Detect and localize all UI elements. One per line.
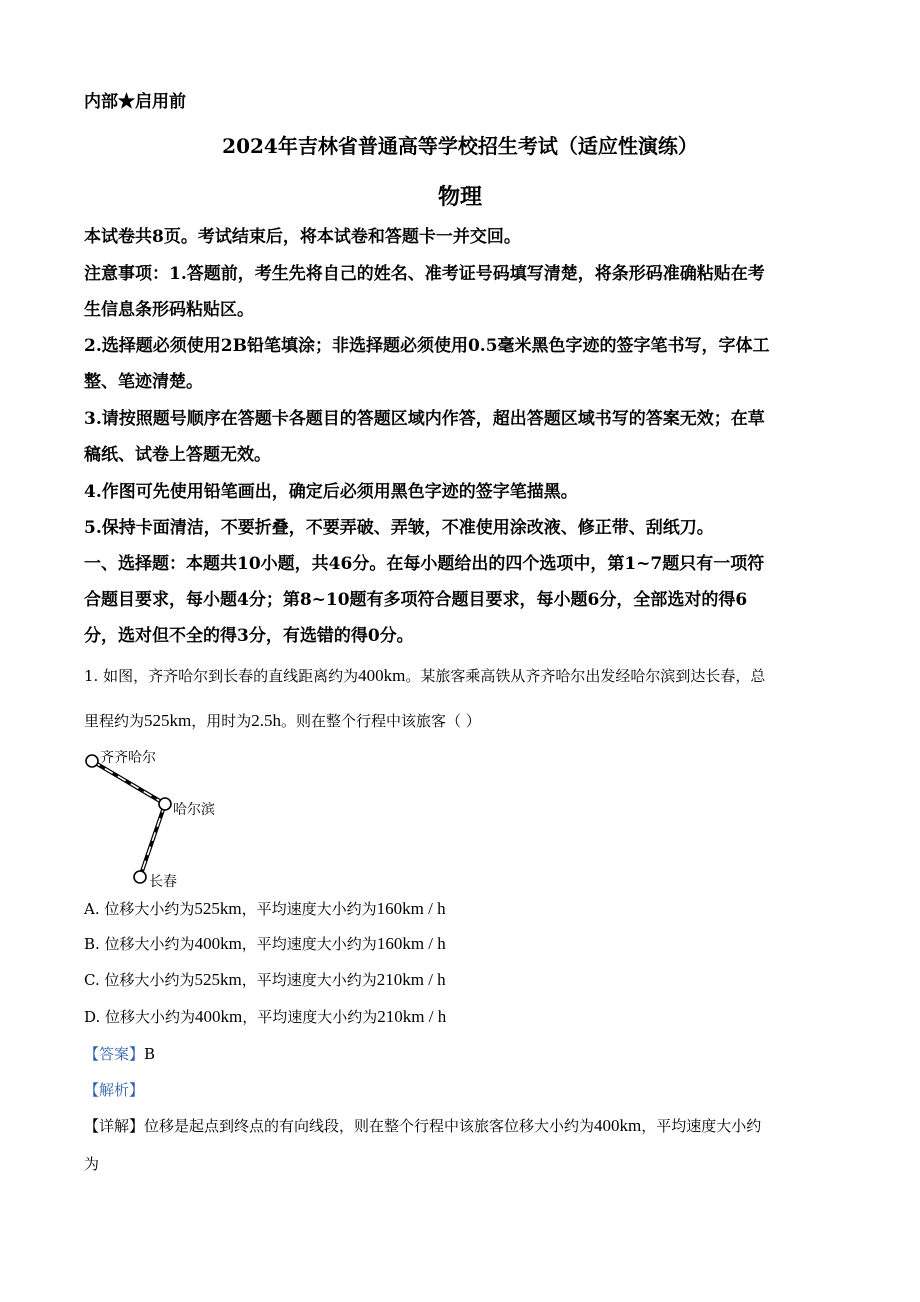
- instruction-3b: 稿纸、试卷上答题无效。: [84, 445, 271, 465]
- answer-line: 【答案】B: [84, 1045, 156, 1063]
- section-line-3: 分，选对但不全的得3分，有选错的得0分。: [84, 626, 414, 646]
- option-d: D. 位移大小约为400km，平均速度大小约为210km / h: [84, 1007, 447, 1026]
- detail-line-1: 【详解】位移是起点到终点的有向线段，则在整个行程中该旅客位移大小约为400km，平均速度大小约: [84, 1116, 762, 1135]
- rail-route-diagram: [80, 745, 240, 895]
- city-label-harbin: 哈尔滨: [173, 802, 215, 818]
- station-changchun: [134, 871, 146, 883]
- analysis-tag: 【解析】: [84, 1081, 145, 1099]
- rail-segment-1: [92, 761, 165, 804]
- station-harbin: [159, 798, 171, 810]
- section-line-1: 一、选择题：本题共10小题，共46分。在每小题给出的四个选项中，第1~7题只有一项符: [84, 554, 765, 574]
- instruction-2b: 整、笔迹清楚。: [84, 372, 203, 392]
- station-qiqihar: [86, 755, 98, 767]
- exam-title: 2024年吉林省普通高等学校招生考试（适应性演练）: [222, 134, 698, 158]
- section-line-2: 合题目要求，每小题4分；第8~10题有多项符合题目要求，每小题6分，全部选对的得6: [84, 590, 748, 610]
- instruction-1b: 生信息条形码粘贴区。: [84, 300, 254, 320]
- instruction-2a: 2.选择题必须使用2B铅笔填涂；非选择题必须使用0.5毫米黑色字迹的签字笔书写，字体工: [84, 336, 770, 356]
- option-c: C. 位移大小约为525km，平均速度大小约为210km / h: [84, 970, 446, 989]
- subject-title: 物理: [437, 184, 482, 210]
- city-label-qiqihar: 齐齐哈尔: [100, 750, 156, 766]
- detail-line-2: 为: [84, 1155, 100, 1173]
- instruction-5: 5.保持卡面清洁，不要折叠，不要弄破、弄皱，不准使用涂改液、修正带、刮纸刀。: [84, 518, 714, 538]
- instructions-intro: 本试卷共8页。考试结束后，将本试卷和答题卡一并交回。: [84, 227, 521, 247]
- confidential-note: 内部★启用前: [84, 92, 186, 112]
- option-b: B. 位移大小约为400km，平均速度大小约为160km / h: [84, 934, 446, 953]
- question-1-line-1: 1. 如图，齐齐哈尔到长春的直线距离约为400km。某旅客乘高铁从齐齐哈尔出发经哈尔滨到达长春，总: [84, 666, 766, 685]
- question-1-line-2: 里程约为525km，用时为2.5h。则在整个行程中该旅客（ ）: [84, 711, 481, 730]
- instruction-1a: 注意事项：1.答题前，考生先将自己的姓名、准考证号码填写清楚，将条形码准确粘贴在考: [84, 264, 765, 284]
- instruction-3a: 3.请按照题号顺序在答题卡各题目的答题区域内作答，超出答题区域书写的答案无效；在草: [84, 409, 765, 429]
- option-a: A. 位移大小约为525km，平均速度大小约为160km / h: [84, 899, 446, 918]
- instruction-4: 4.作图可先使用铅笔画出，确定后必须用黑色字迹的签字笔描黑。: [84, 482, 578, 502]
- city-label-changchun: 长春: [149, 874, 177, 890]
